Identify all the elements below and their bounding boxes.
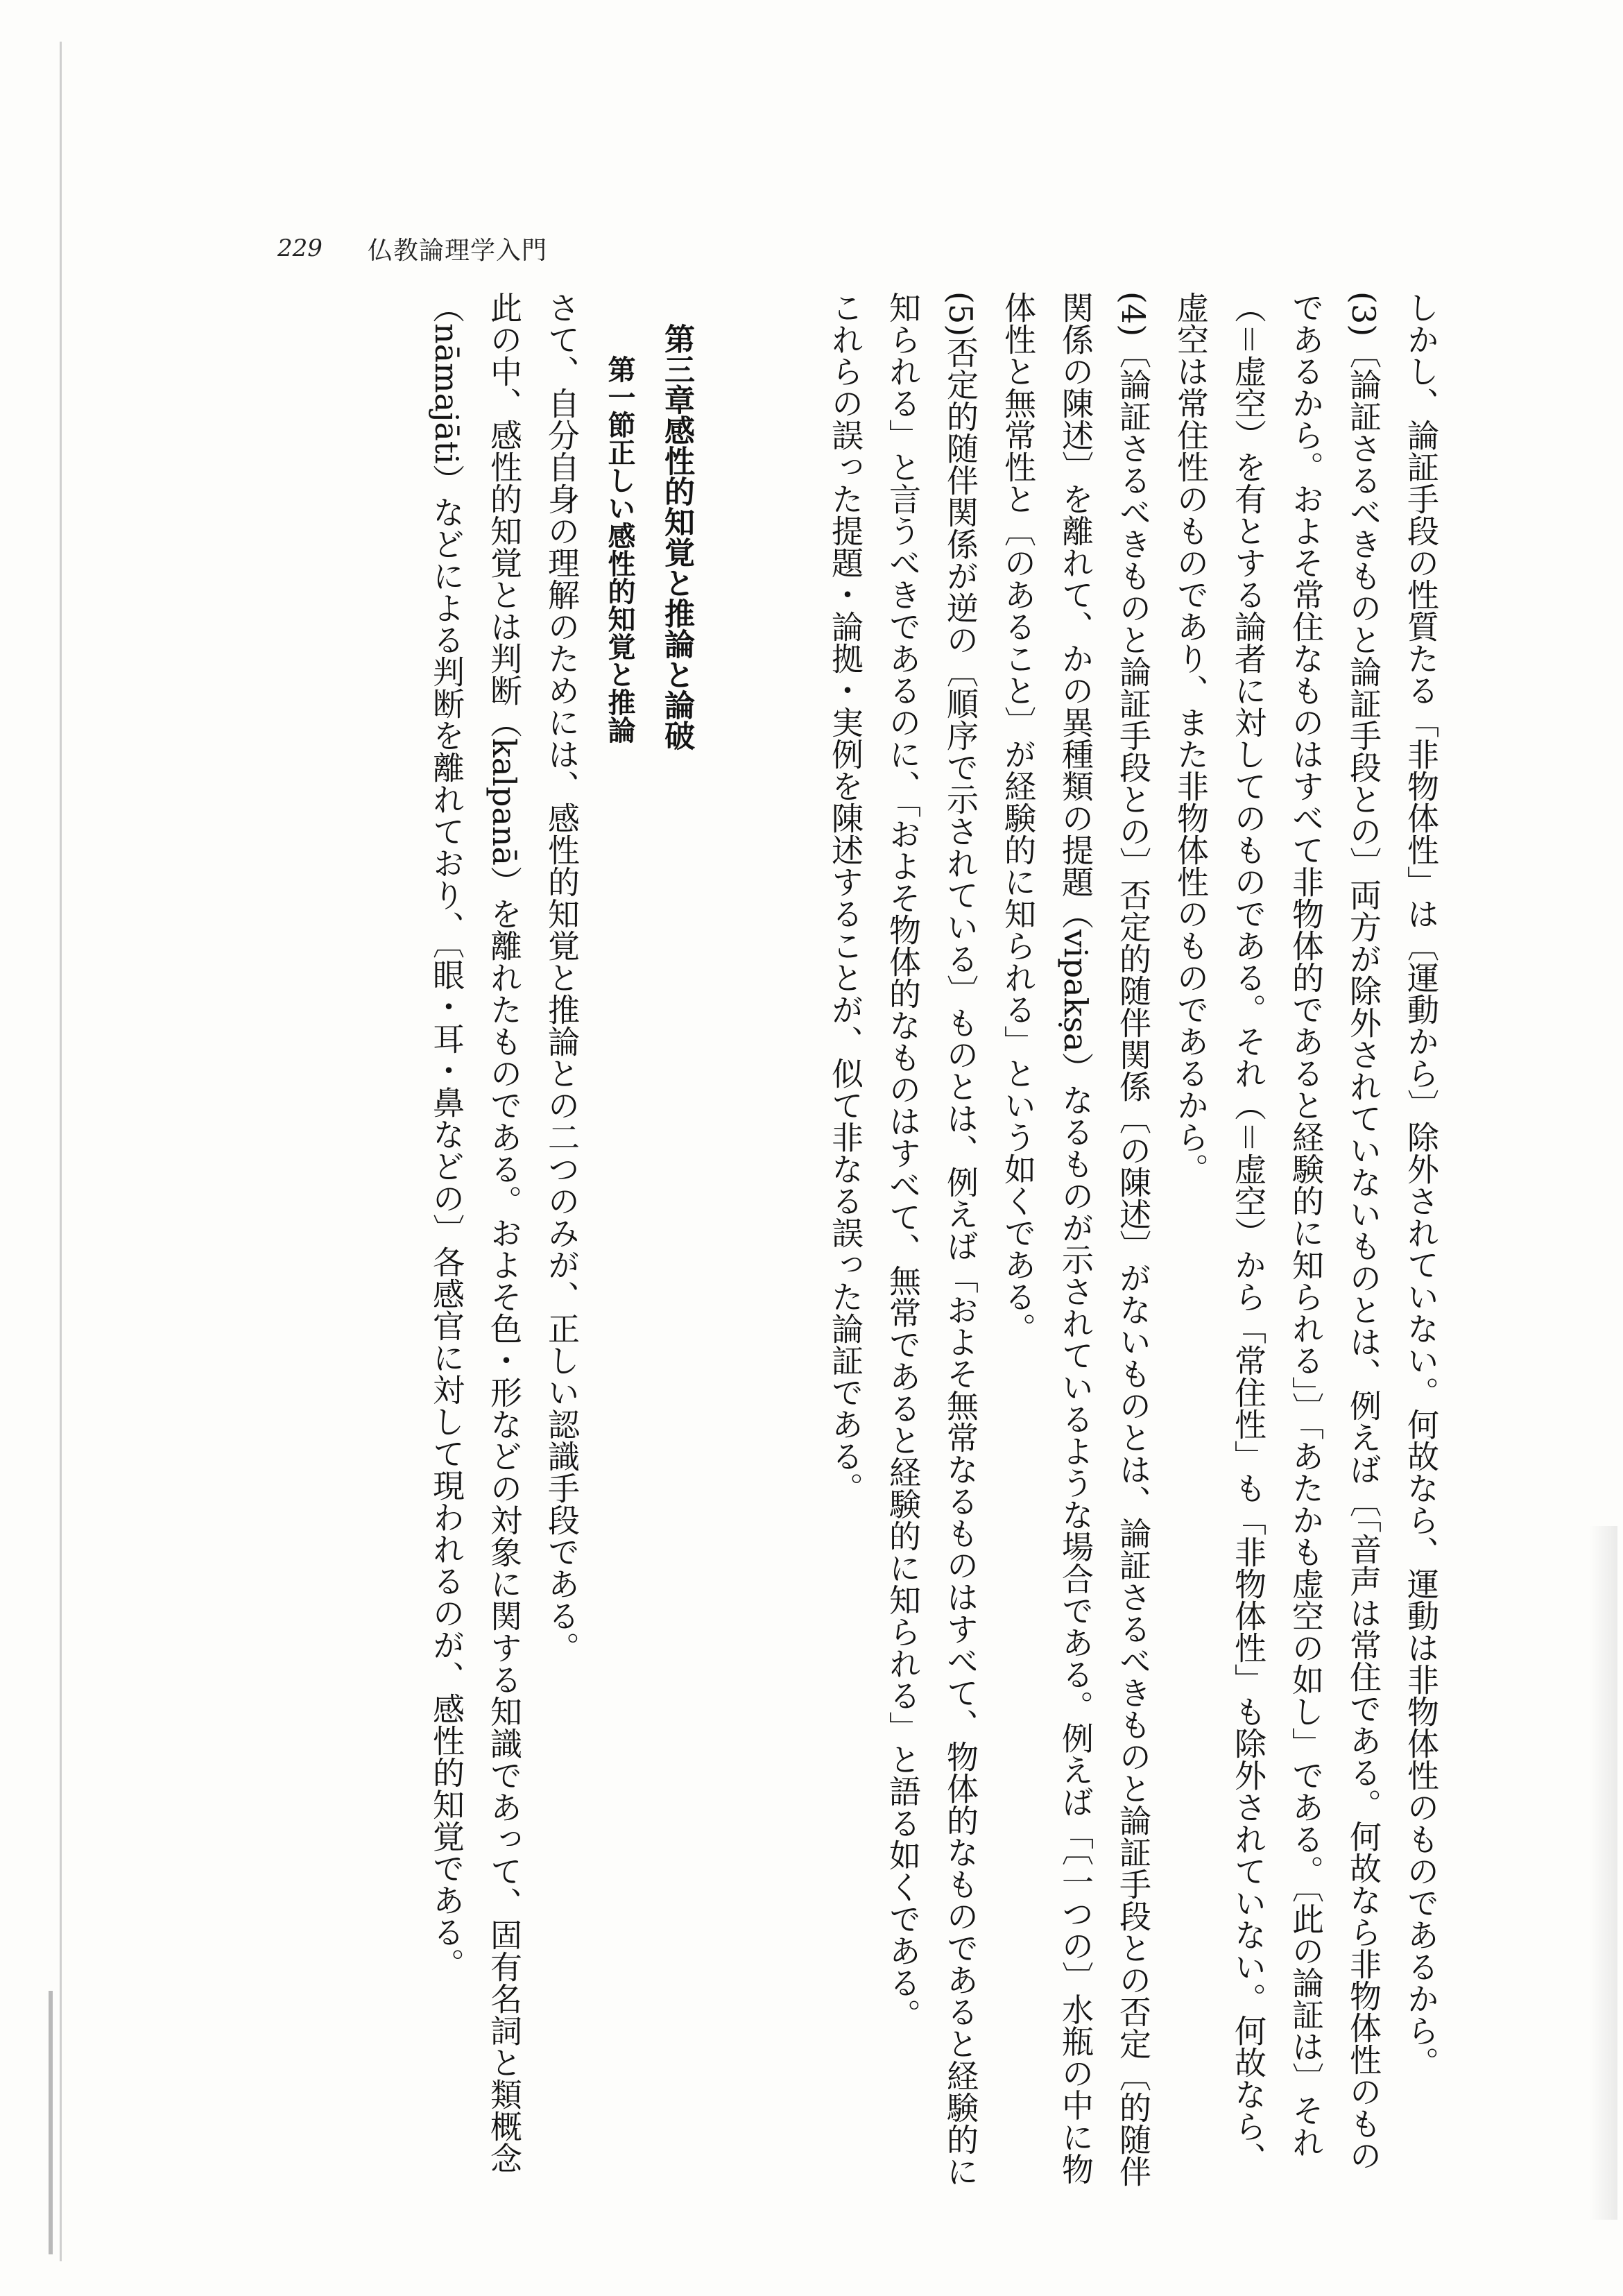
- paragraph-intro: さて、自分自身の理解のためには、感性的知覚と推論との二つのみが、正しい認識手段である。: [543, 291, 581, 1663]
- paragraph-item-3: (3)〔論証さるべきものと論証手段との〕両方が除外されていないものとは、例えば〔「音声は常住である。何故なら非物体性のものであるから。およそ常住なものはすべて非物体的であると経験的に知られる」〕「あたかも虚空の如し」である。〔此の論証は〕それ（＝虚空）を有とする論者に対してのものである。それ（＝虚空）から「常住性」も「非物体性」も除外されていない。何故なら、虚空は常住性のものであり、また非物体性のものであるから。: [1172, 291, 1382, 2174]
- scan-edge-shadow: [1590, 1526, 1617, 2220]
- paragraph-item-4: (4)〔論証さるべきものと論証手段との〕否定的随伴関係〔の陳述〕がないものとは、論証さるべきものと論証手段との否定〔的随伴関係の陳述〕を離れて、かの異種類の提題（vipakṣa）なるものが示されているような場合である。例えば「〔一つの〕水瓶の中に物体性と無常性と〔のあること〕が経験的に知られる」という如くである。: [999, 291, 1152, 2188]
- chapter-heading: [648, 291, 705, 2192]
- section-heading: [590, 291, 648, 2192]
- scan-binding-shadow: [49, 1991, 53, 2254]
- section-title: 正しい感性的知覚と推論: [603, 438, 635, 744]
- chapter-label: 第三章: [659, 323, 694, 415]
- running-title: 仏教論理学入門: [368, 236, 548, 265]
- section-label: 第一節: [603, 355, 635, 438]
- paragraph-item-5: (5)否定的随伴関係が逆の〔順序で示されている〕ものとは、例えば「およそ無常なるものはすべて、物体的なものであると経験的に知られる」と言うべきであるのに、「およそ物体的なものはすべて、無常であると経験的に知られる」と語る如くである。: [884, 291, 979, 2188]
- paragraph-continuation: しかし、論証手段の性質たる「非物体性」は〔運動から〕除外されていない。何故なら、運動は非物体性のものであるから。: [1402, 291, 1440, 2078]
- scan-margin-line: [60, 42, 62, 2261]
- chapter-title: 感性的知覚と推論と論破: [659, 415, 694, 751]
- page-header: [277, 228, 547, 269]
- vertical-body-text: [187, 291, 1450, 2192]
- paragraph-summary: これらの誤った提題・論拠・実例を陳述することが、似て非なる誤った論証である。: [827, 291, 864, 1504]
- paragraph-perception: 此の中、感性的知覚とは判断（kalpanā）を離れたものである。およそ色・形などの対象に関する知識であって、固有名詞と類概念（nāmajāti）などによる判断を離れており、〔眼・耳・鼻などの〕各感官に対して現われるのが、感性的知覚である。: [428, 291, 523, 2174]
- page-number: 229: [277, 234, 323, 262]
